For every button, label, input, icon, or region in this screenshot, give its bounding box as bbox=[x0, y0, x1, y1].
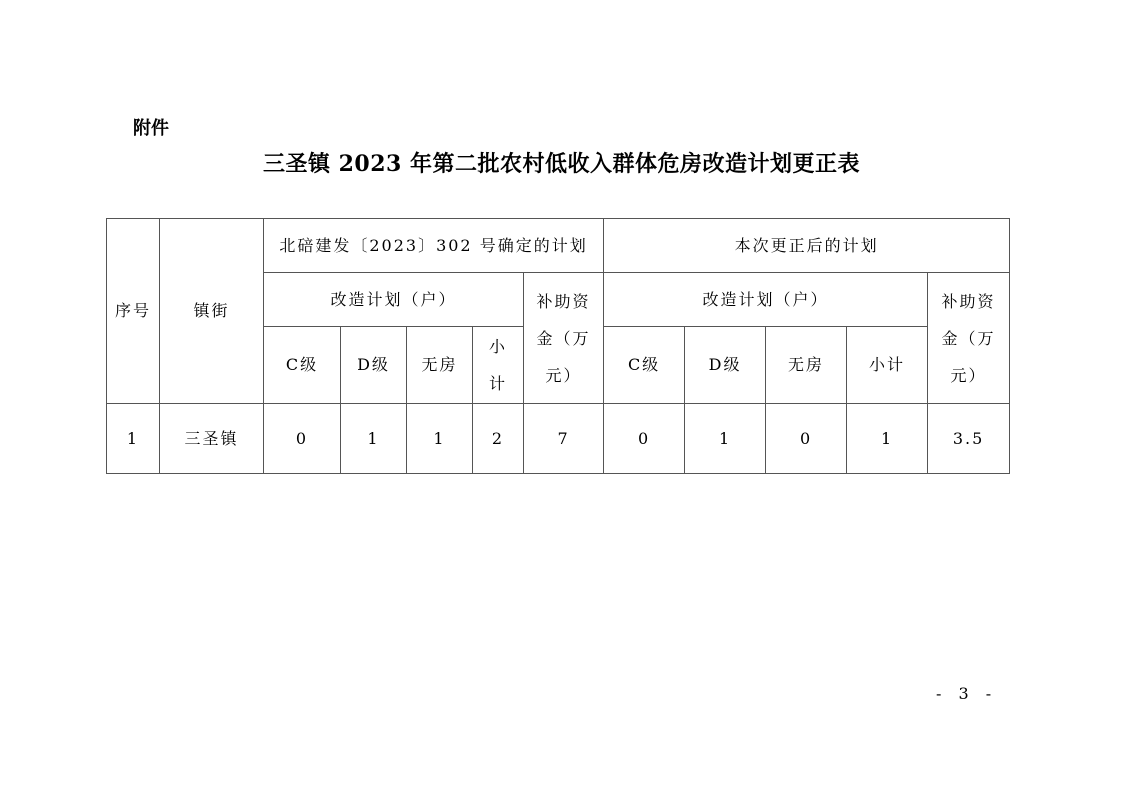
header-seq: 序号 bbox=[107, 219, 160, 404]
header-original-c-level: C级 bbox=[264, 327, 341, 404]
header-revised-renovation: 改造计划（户） bbox=[604, 273, 928, 327]
header-revised-subsidy-cell bbox=[928, 273, 1010, 404]
header-revised-no-house: 无房 bbox=[766, 327, 847, 404]
cell-revised-c: 0 bbox=[604, 404, 685, 474]
cell-seq: 1 bbox=[107, 404, 160, 474]
cell-original-no-house: 1 bbox=[407, 404, 473, 474]
cell-original-d: 1 bbox=[341, 404, 407, 474]
header-revised-plan: 本次更正后的计划 bbox=[604, 219, 1010, 273]
header-revised-subsidy: 补助资金（万元） bbox=[941, 291, 996, 385]
cell-revised-no-house: 0 bbox=[766, 404, 847, 474]
header-row-1 bbox=[107, 219, 1010, 273]
header-revised-c-level: C级 bbox=[604, 327, 685, 404]
cell-revised-subsidy: 3.5 bbox=[928, 404, 1010, 474]
cell-original-subtotal: 2 bbox=[473, 404, 524, 474]
header-original-no-house: 无房 bbox=[407, 327, 473, 404]
cell-original-subsidy: 7 bbox=[524, 404, 604, 474]
page-number: - 3 - bbox=[936, 684, 998, 703]
header-original-plan: 北碚建发〔2023〕302 号确定的计划 bbox=[264, 219, 604, 273]
header-revised-subtotal: 小计 bbox=[847, 327, 928, 404]
header-original-subtotal: 小计 bbox=[488, 337, 507, 393]
cell-revised-d: 1 bbox=[685, 404, 766, 474]
cell-original-c: 0 bbox=[264, 404, 341, 474]
attachment-label: 附件 bbox=[133, 118, 169, 139]
header-original-renovation: 改造计划（户） bbox=[264, 273, 524, 327]
cell-revised-subtotal: 1 bbox=[847, 404, 928, 474]
header-revised-d-level: D级 bbox=[685, 327, 766, 404]
cell-town: 三圣镇 bbox=[160, 404, 264, 474]
table-row bbox=[107, 404, 1010, 474]
header-original-subsidy-cell bbox=[524, 273, 604, 404]
header-town: 镇街 bbox=[160, 219, 264, 404]
header-original-subtotal-cell bbox=[473, 327, 524, 404]
document-title: 三圣镇 2023 年第二批农村低收入群体危房改造计划更正表 bbox=[262, 151, 861, 177]
renovation-plan-table bbox=[106, 218, 1010, 474]
header-original-subsidy: 补助资金（万元） bbox=[536, 291, 591, 385]
header-original-d-level: D级 bbox=[341, 327, 407, 404]
